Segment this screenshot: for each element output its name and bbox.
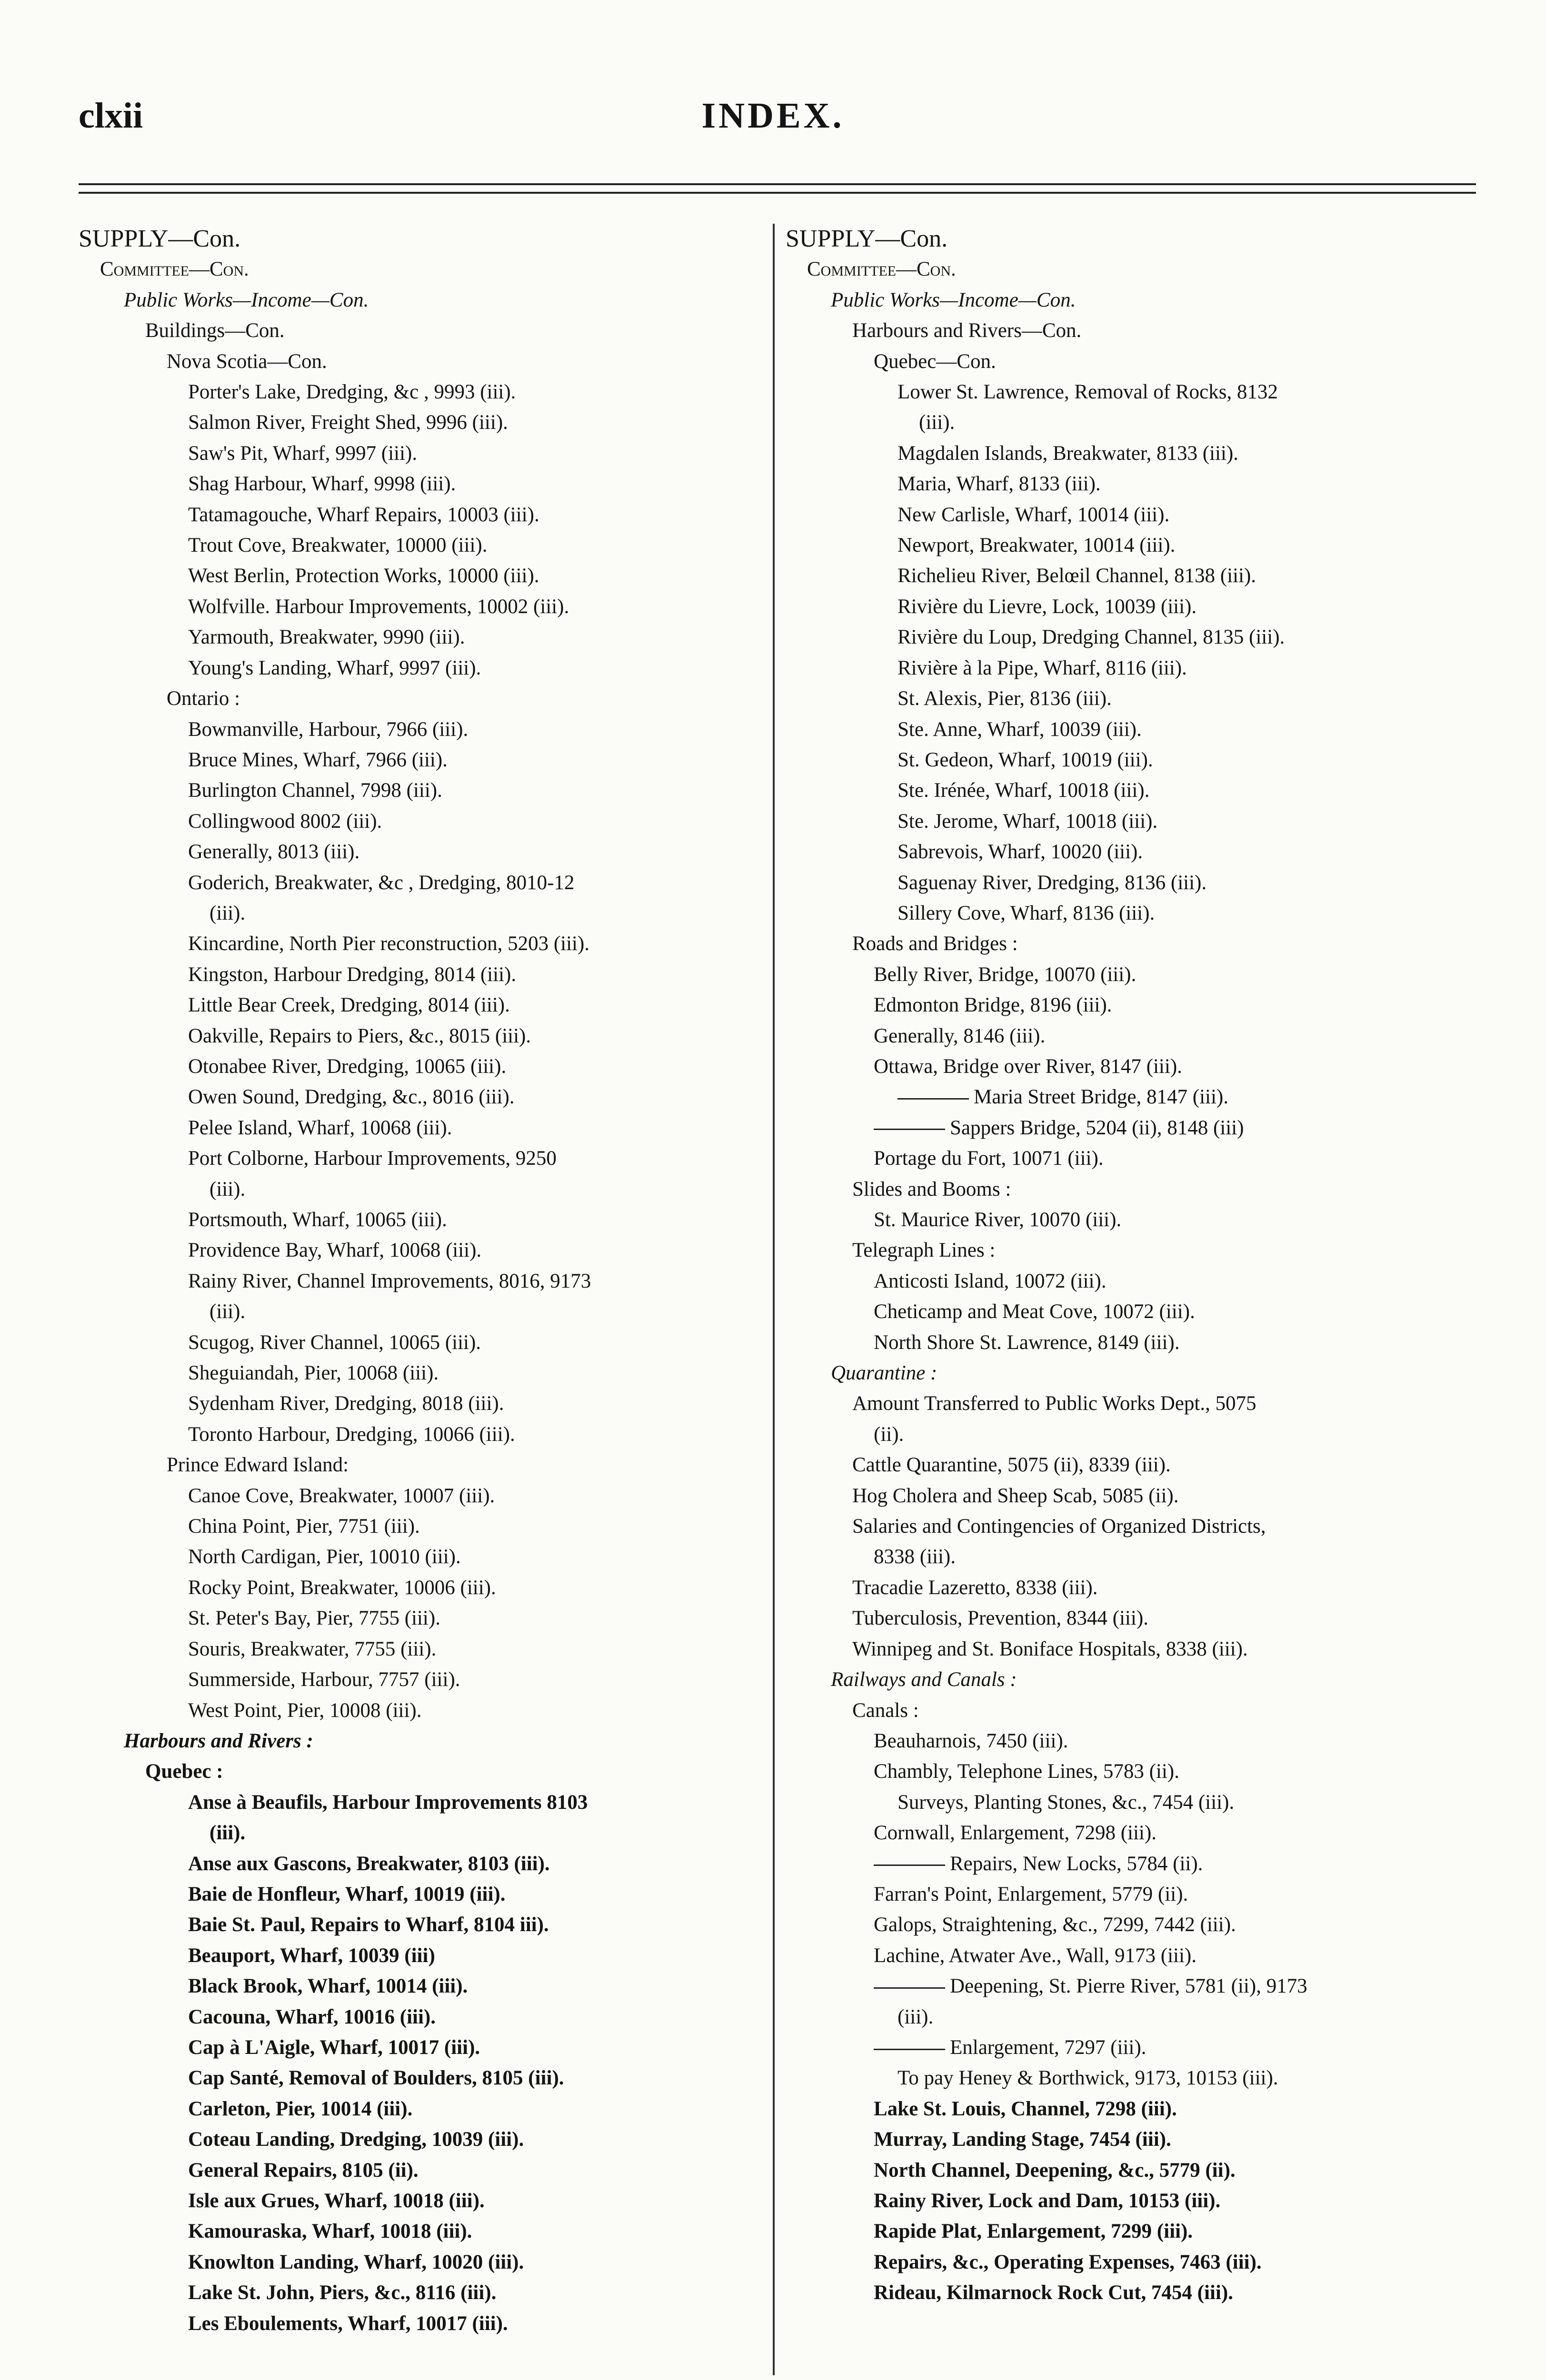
category-heading: Slides and Booms :	[852, 1178, 1011, 1200]
right-column	[786, 224, 1476, 2309]
index-subentry-text: Maria Street Bridge, 8147 (iii).	[974, 1086, 1228, 1109]
index-entry: Anse aux Gascons, Breakwater, 8103 (iii).	[188, 1852, 550, 1875]
index-entry: Sheguiandah, Pier, 10068 (iii).	[188, 1362, 439, 1385]
page-number: clxii	[79, 96, 143, 136]
index-entry: Maria, Wharf, 8133 (iii).	[898, 473, 1101, 496]
index-entry: Lake St. John, Piers, &c., 8116 (iii).	[188, 2281, 497, 2304]
index-entry: Lower St. Lawrence, Removal of Rocks, 8132	[898, 381, 1278, 404]
index-entry: North Channel, Deepening, &c., 5779 (ii).	[874, 2159, 1236, 2182]
index-entry: Providence Bay, Wharf, 10068 (iii).	[188, 1239, 482, 1262]
subheading: Public Works—Income—Con.	[124, 288, 369, 311]
province-heading: Nova Scotia—Con.	[167, 350, 327, 373]
index-entry: Carleton, Pier, 10014 (iii).	[188, 2097, 413, 2120]
index-subentry-text: Sappers Bridge, 5204 (ii), 8148 (iii)	[950, 1116, 1244, 1139]
index-entry: Beauharnois, 7450 (iii).	[874, 1729, 1068, 1752]
category-heading: Telegraph Lines :	[852, 1239, 996, 1262]
index-entry: Salmon River, Freight Shed, 9996 (iii).	[188, 411, 508, 434]
index-entry: Kingston, Harbour Dredging, 8014 (iii).	[188, 963, 517, 986]
ditto-rule	[874, 1864, 945, 1866]
category-heading: Buildings—Con.	[145, 319, 285, 342]
index-entry: Souris, Breakwater, 7755 (iii).	[188, 1637, 437, 1660]
index-entry: Baie St. Paul, Repairs to Wharf, 8104 iii).	[188, 1914, 549, 1936]
index-entry: Richelieu River, Belœil Channel, 8138 (iii).	[898, 565, 1257, 587]
section-heading: SUPPLY—Con.	[786, 225, 948, 252]
index-entry: Rivière du Loup, Dredging Channel, 8135 (iii).	[898, 626, 1285, 649]
index-entry: Lake St. Louis, Channel, 7298 (iii).	[874, 2097, 1177, 2120]
index-entry: Generally, 8146 (iii).	[874, 1024, 1046, 1047]
category-heading: Railways and Canals :	[831, 1668, 1017, 1691]
index-entry: Galops, Straightening, &c., 7299, 7442 (iii).	[874, 1914, 1236, 1936]
index-entry: Coteau Landing, Dredging, 10039 (iii).	[188, 2128, 524, 2151]
index-entry-continuation: (iii).	[898, 2005, 934, 2028]
index-entry: West Berlin, Protection Works, 10000 (iii).	[188, 565, 539, 587]
index-entry: Anse à Beaufils, Harbour Improvements 8103	[188, 1791, 588, 1814]
index-entry: Shag Harbour, Wharf, 9998 (iii).	[188, 473, 456, 496]
index-entry: West Point, Pier, 10008 (iii).	[188, 1699, 422, 1722]
index-entry: St. Gedeon, Wharf, 10019 (iii).	[898, 748, 1153, 771]
index-entry: Tatamagouche, Wharf Repairs, 10003 (iii).	[188, 503, 539, 526]
index-entry: Lachine, Atwater Ave., Wall, 9173 (iii).	[874, 1944, 1197, 1967]
index-entry: Black Brook, Wharf, 10014 (iii).	[188, 1975, 468, 1998]
index-entry: Tracadie Lazeretto, 8338 (iii).	[852, 1576, 1098, 1599]
index-entry: Kamouraska, Wharf, 10018 (iii).	[188, 2220, 472, 2243]
index-entry: Otonabee River, Dredging, 10065 (iii).	[188, 1055, 507, 1078]
index-entry-continuation: (iii).	[209, 902, 246, 924]
index-entry-continuation: (iii).	[919, 411, 955, 434]
index-entry: Winnipeg and St. Boniface Hospitals, 8338 (iii).	[852, 1637, 1248, 1660]
index-entry-continuation: 8338 (iii).	[874, 1546, 956, 1568]
index-entry: Farran's Point, Enlargement, 5779 (ii).	[874, 1883, 1188, 1905]
index-entry: St. Peter's Bay, Pier, 7755 (iii).	[188, 1607, 440, 1630]
index-subentry-text: Repairs, New Locks, 5784 (ii).	[950, 1852, 1203, 1875]
province-heading: Quebec :	[145, 1760, 223, 1783]
index-entry: Les Eboulements, Wharf, 10017 (iii).	[188, 2312, 508, 2335]
index-subentry-text: Enlargement, 7297 (iii).	[950, 2036, 1147, 2059]
ditto-rule	[874, 1129, 945, 1130]
index-entry: Amount Transferred to Public Works Dept., 5075	[852, 1392, 1257, 1415]
index-entry: Belly River, Bridge, 10070 (iii).	[874, 963, 1137, 986]
province-heading: Prince Edward Island:	[167, 1454, 349, 1477]
index-entry: New Carlisle, Wharf, 10014 (iii).	[898, 503, 1170, 526]
index-entry-continuation: (iii).	[209, 1300, 246, 1323]
index-entry: Wolfville. Harbour Improvements, 10002 (iii).	[188, 595, 569, 618]
index-entry: Magdalen Islands, Breakwater, 8133 (iii).	[898, 442, 1238, 465]
index-entry: Portsmouth, Wharf, 10065 (iii).	[188, 1209, 447, 1231]
index-entry: Edmonton Bridge, 8196 (iii).	[874, 994, 1112, 1017]
index-entry: Tuberculosis, Prevention, 8344 (iii).	[852, 1607, 1148, 1630]
index-entry: Knowlton Landing, Wharf, 10020 (iii).	[188, 2251, 524, 2273]
index-entry: Goderich, Breakwater, &c , Dredging, 8010-12	[188, 871, 575, 894]
index-subentry: Surveys, Planting Stones, &c., 7454 (iii).	[898, 1791, 1235, 1814]
index-entry: Hog Cholera and Sheep Scab, 5085 (ii).	[852, 1484, 1179, 1507]
index-entry: Young's Landing, Wharf, 9997 (iii).	[188, 656, 481, 679]
subheading: Committee—Con.	[807, 258, 956, 281]
index-entry: Cheticamp and Meat Cove, 10072 (iii).	[874, 1300, 1195, 1323]
ditto-rule	[874, 1987, 945, 1989]
index-entry: Salaries and Contingencies of Organized Districts,	[852, 1515, 1266, 1538]
header-rule	[79, 192, 1476, 194]
section-heading: SUPPLY—Con.	[79, 225, 241, 252]
index-subentry	[874, 1849, 1476, 1879]
category-heading: Harbours and Rivers :	[124, 1729, 313, 1752]
index-entry: Portage du Fort, 10071 (iii).	[874, 1147, 1104, 1170]
index-entry: General Repairs, 8105 (ii).	[188, 2159, 419, 2182]
index-entry: Rivière à la Pipe, Wharf, 8116 (iii).	[898, 656, 1187, 679]
category-heading: Roads and Bridges :	[852, 932, 1018, 955]
index-subentry	[874, 1971, 1476, 2002]
index-entry: Burlington Channel, 7998 (iii).	[188, 779, 442, 802]
index-entry: Port Colborne, Harbour Improvements, 9250	[188, 1147, 557, 1170]
index-entry: Sydenham River, Dredging, 8018 (iii).	[188, 1392, 504, 1415]
page-title: INDEX.	[701, 96, 845, 136]
index-subentry-text: Deepening, St. Pierre River, 5781 (ii), 9173	[950, 1975, 1307, 1998]
index-entry: Trout Cove, Breakwater, 10000 (iii).	[188, 534, 488, 557]
index-subentry	[898, 1082, 1476, 1112]
index-entry: Rideau, Kilmarnock Rock Cut, 7454 (iii).	[874, 2281, 1233, 2304]
header-rule	[79, 183, 1476, 185]
category-heading: Harbours and Rivers—Con.	[852, 319, 1082, 342]
index-entry: St. Maurice River, 10070 (iii).	[874, 1209, 1122, 1231]
index-entry: Rivière du Lievre, Lock, 10039 (iii).	[898, 595, 1197, 618]
index-entry: Cattle Quarantine, 5075 (ii), 8339 (iii).	[852, 1454, 1171, 1477]
index-entry-continuation: (ii).	[874, 1423, 904, 1446]
left-column	[79, 224, 769, 2339]
index-entry: North Shore St. Lawrence, 8149 (iii).	[874, 1331, 1180, 1354]
index-entry: Rainy River, Channel Improvements, 8016, 9173	[188, 1269, 591, 1292]
index-entry: Bruce Mines, Wharf, 7966 (iii).	[188, 748, 448, 771]
index-entry: Generally, 8013 (iii).	[188, 841, 360, 863]
index-subentry	[874, 2033, 1476, 2063]
index-entry: Canoe Cove, Breakwater, 10007 (iii).	[188, 1484, 495, 1507]
index-entry: Pelee Island, Wharf, 10068 (iii).	[188, 1116, 452, 1139]
index-entry: Cornwall, Enlargement, 7298 (iii).	[874, 1822, 1157, 1844]
index-entry: Porter's Lake, Dredging, &c , 9993 (iii).	[188, 381, 516, 404]
index-entry: Ste. Irénée, Wharf, 10018 (iii).	[898, 779, 1150, 802]
column-divider	[773, 224, 775, 2375]
index-entry: Ottawa, Bridge over River, 8147 (iii).	[874, 1055, 1182, 1078]
index-entry: North Cardigan, Pier, 10010 (iii).	[188, 1546, 461, 1568]
index-entry-continuation: (iii).	[209, 1178, 246, 1200]
index-entry: Cacouna, Wharf, 10016 (iii).	[188, 2005, 436, 2028]
index-subentry	[874, 1113, 1476, 1143]
index-subentry: To pay Heney & Borthwick, 9173, 10153 (iii).	[898, 2067, 1278, 2090]
index-entry: Anticosti Island, 10072 (iii).	[874, 1269, 1107, 1292]
index-entry: Summerside, Harbour, 7757 (iii).	[188, 1668, 460, 1691]
index-entry: Scugog, River Channel, 10065 (iii).	[188, 1331, 481, 1354]
category-heading: Canals :	[852, 1699, 919, 1722]
index-entry: Sillery Cove, Wharf, 8136 (iii).	[898, 902, 1155, 924]
index-entry: Beauport, Wharf, 10039 (iii)	[188, 1944, 435, 1967]
index-entry: Owen Sound, Dredging, &c., 8016 (iii).	[188, 1086, 515, 1109]
index-entry: Rapide Plat, Enlargement, 7299 (iii).	[874, 2220, 1193, 2243]
ditto-rule	[874, 2049, 945, 2050]
index-entry: Saguenay River, Dredging, 8136 (iii).	[898, 871, 1207, 894]
index-entry: Kincardine, North Pier reconstruction, 5203 (iii).	[188, 932, 590, 955]
index-entry: Ste. Jerome, Wharf, 10018 (iii).	[898, 810, 1158, 833]
index-entry: Little Bear Creek, Dredging, 8014 (iii).	[188, 994, 510, 1017]
index-entry: Ste. Anne, Wharf, 10039 (iii).	[898, 718, 1142, 741]
index-entry: China Point, Pier, 7751 (iii).	[188, 1515, 420, 1538]
index-entry: Isle aux Grues, Wharf, 10018 (iii).	[188, 2190, 485, 2212]
province-heading: Quebec—Con.	[874, 350, 996, 373]
ditto-rule	[898, 1098, 969, 1100]
index-entry: Yarmouth, Breakwater, 9990 (iii).	[188, 626, 465, 649]
index-entry: Murray, Landing Stage, 7454 (iii).	[874, 2128, 1171, 2151]
index-entry: Newport, Breakwater, 10014 (iii).	[898, 534, 1176, 557]
index-entry: Sabrevois, Wharf, 10020 (iii).	[898, 841, 1143, 863]
index-entry: Chambly, Telephone Lines, 5783 (ii).	[874, 1760, 1179, 1783]
index-entry: Collingwood 8002 (iii).	[188, 810, 382, 833]
index-entry: Rocky Point, Breakwater, 10006 (iii).	[188, 1576, 496, 1599]
category-heading: Quarantine :	[831, 1362, 938, 1385]
index-entry: Cap à L'Aigle, Wharf, 10017 (iii).	[188, 2036, 480, 2059]
index-entry: Toronto Harbour, Dredging, 10066 (iii).	[188, 1423, 515, 1446]
index-entry: Rainy River, Lock and Dam, 10153 (iii).	[874, 2190, 1221, 2212]
index-entry: St. Alexis, Pier, 8136 (iii).	[898, 687, 1112, 710]
index-entry: Saw's Pit, Wharf, 9997 (iii).	[188, 442, 418, 465]
subheading: Public Works—Income—Con.	[831, 288, 1076, 311]
province-heading: Ontario :	[167, 687, 240, 710]
index-entry: Baie de Honfleur, Wharf, 10019 (iii).	[188, 1883, 506, 1905]
index-entry: Bowmanville, Harbour, 7966 (iii).	[188, 718, 469, 741]
index-entry-continuation: (iii).	[209, 1822, 246, 1844]
index-entry: Repairs, &c., Operating Expenses, 7463 (iii).	[874, 2251, 1262, 2273]
subheading: Committee—Con.	[100, 258, 249, 281]
index-entry: Cap Santé, Removal of Boulders, 8105 (iii).	[188, 2067, 564, 2090]
index-entry: Oakville, Repairs to Piers, &c., 8015 (iii).	[188, 1024, 531, 1047]
